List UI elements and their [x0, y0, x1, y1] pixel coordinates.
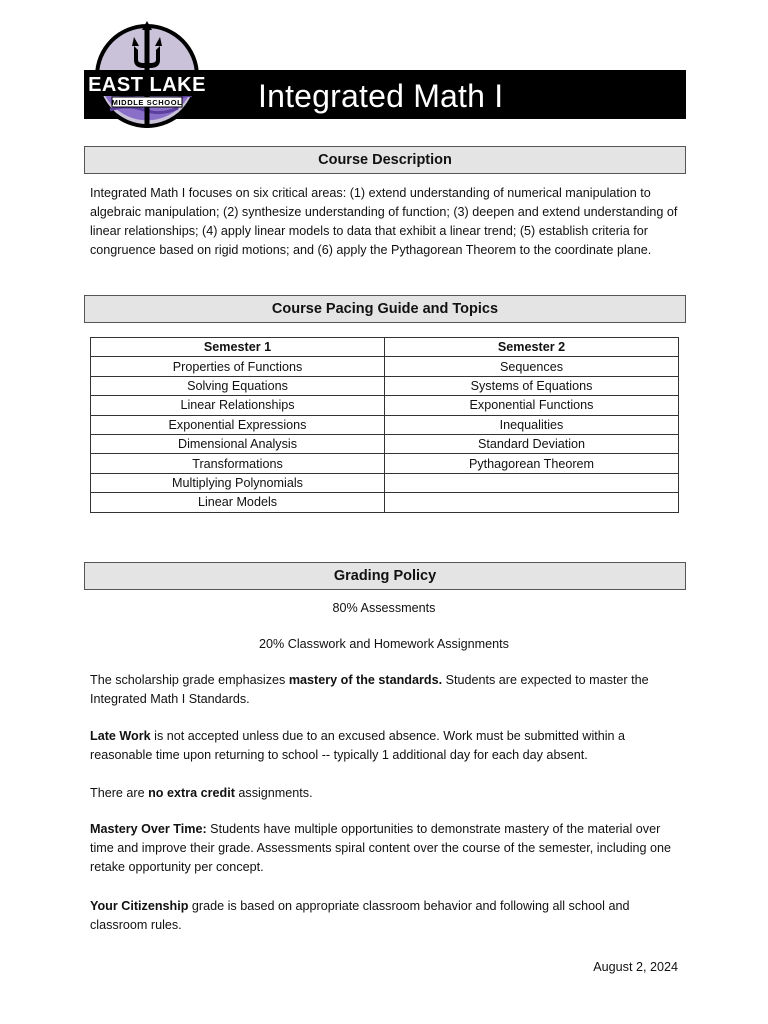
table-cell: Systems of Equations [385, 376, 679, 395]
semester-2-header: Semester 2 [385, 338, 679, 357]
scholarship-emphasis: mastery of the standards. [288, 673, 443, 687]
table-cell: Exponential Expressions [91, 415, 385, 434]
page-title: Integrated Math I [258, 78, 504, 114]
scholarship-paragraph [90, 671, 686, 709]
table-cell [385, 493, 679, 512]
pacing-table [90, 337, 679, 513]
trident-logo-icon [82, 20, 212, 132]
assessments-weight: 80% Assessments [332, 601, 436, 615]
late-work-paragraph [90, 727, 686, 765]
table-row [91, 493, 679, 512]
extra-credit-emphasis: no extra credit [148, 786, 235, 800]
mastery-paragraph [90, 820, 686, 877]
table-cell: Sequences [385, 357, 679, 376]
scholarship-text: The scholarship grade emphasizes [90, 673, 289, 687]
table-cell [385, 473, 679, 492]
table-row [91, 357, 679, 376]
table-cell: Properties of Functions [91, 357, 385, 376]
classwork-weight: 20% Classwork and Homework Assignments [259, 637, 509, 651]
table-row [91, 415, 679, 434]
table-row [91, 454, 679, 473]
table-cell: Linear Relationships [91, 396, 385, 415]
table-row [91, 396, 679, 415]
course-description-text: Integrated Math I focuses on six critical areas: (1) extend understanding of numerical manipulation to algebraic manipulation; (2) synthesize understanding of function; (3) deepen and extend understanding of linear relationships; (4) apply linear models to data that exhibit a linear trend; (5) establish criteria for congruence based on rigid motions; and (6) apply the Pythagorean Theorem to the coordinate plane. [90, 186, 678, 257]
logo-top-text: EAST LAKE [88, 74, 206, 96]
table-cell: Linear Models [91, 493, 385, 512]
mastery-text: Students have multiple opportunities to demonstrate mastery of the material over time and improve their grade. Assessments spiral content over the course of the semester, including one retake opportunity per concept. [90, 822, 672, 874]
table-row [91, 434, 679, 453]
table-cell: Pythagorean Theorem [385, 454, 679, 473]
table-cell: Solving Equations [91, 376, 385, 395]
table-cell: Dimensional Analysis [91, 434, 385, 453]
late-work-label: Late Work [90, 729, 151, 743]
table-cell: Multiplying Polynomials [91, 473, 385, 492]
extra-credit-text: There are [90, 786, 149, 800]
table-row [91, 376, 679, 395]
extra-credit-paragraph [90, 784, 686, 803]
semester-1-header: Semester 1 [91, 338, 385, 357]
late-work-text: is not accepted unless due to an excused absence. Work must be submitted within a reasonable time upon returning to school -- typically 1 additional day for each day absent. [90, 729, 626, 762]
table-cell: Transformations [91, 454, 385, 473]
scholarship-text-end: Students are expected to master the Integrated Math I Standards. [90, 673, 649, 706]
pacing-heading: Course Pacing Guide and Topics [84, 295, 686, 323]
mastery-label: Mastery Over Time: [90, 822, 207, 836]
citizenship-text: grade is based on appropriate classroom behavior and following all school and classroom rules. [90, 899, 630, 932]
logo-bottom-text: MIDDLE SCHOOL [111, 98, 183, 107]
extra-credit-text-end: assignments. [234, 786, 313, 800]
table-cell: Exponential Functions [385, 396, 679, 415]
citizenship-paragraph [90, 897, 686, 935]
citizenship-label: Your Citizenship [90, 899, 189, 913]
table-row [91, 473, 679, 492]
table-cell: Standard Deviation [385, 434, 679, 453]
table-header-row [91, 338, 679, 357]
course-description-heading: Course Description [84, 146, 686, 174]
document-date: August 2, 2024 [593, 960, 678, 974]
grading-heading: Grading Policy [84, 562, 686, 590]
table-cell: Inequalities [385, 415, 679, 434]
